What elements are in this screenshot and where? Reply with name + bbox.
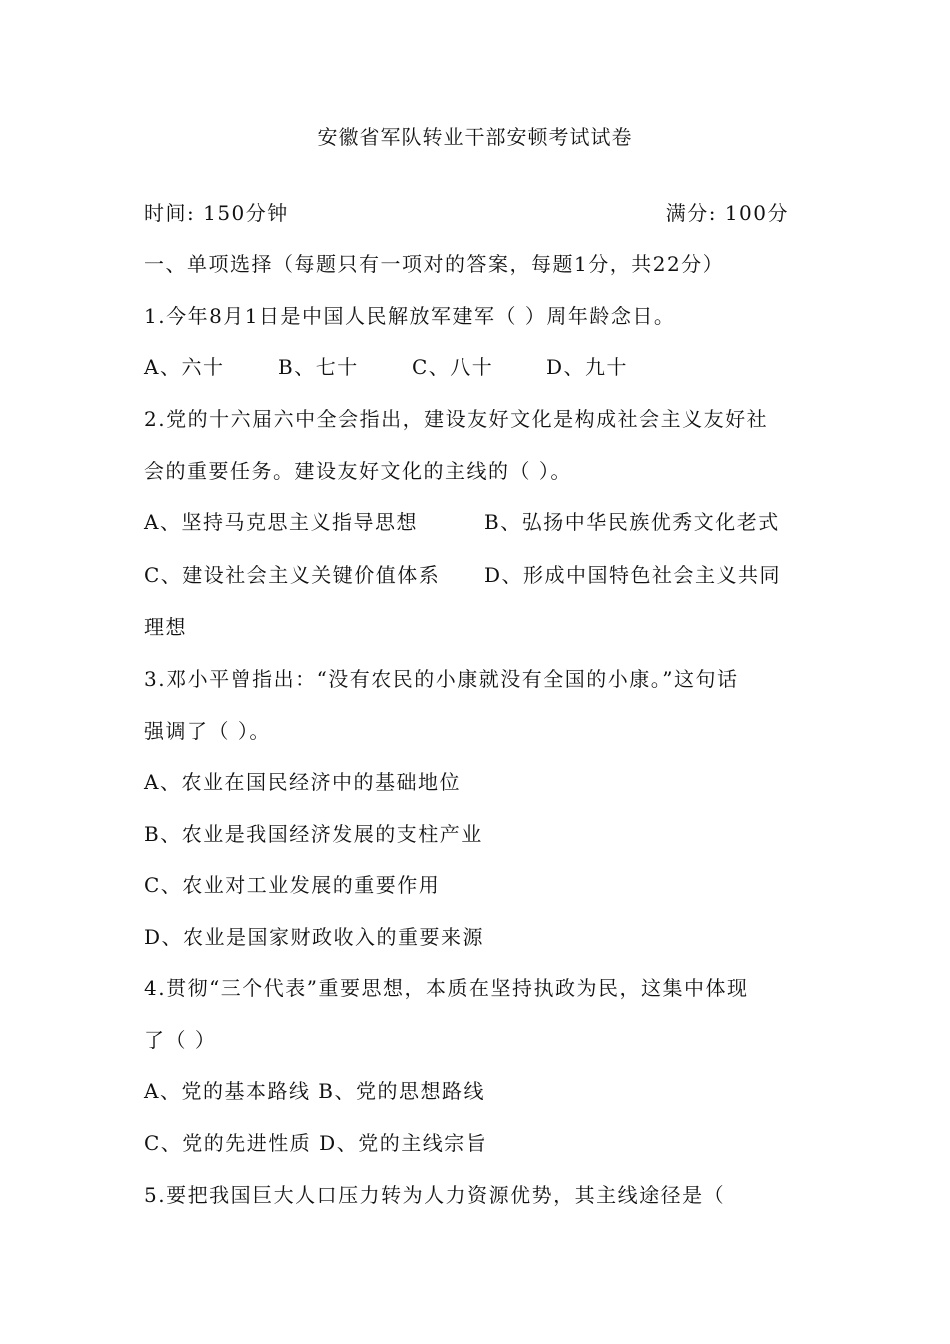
question-3-line-1: 3.邓小平曾指出：“没有农民的小康就没有全国的小康。”这句话 xyxy=(144,667,739,691)
question-1-text: 1.今年8月1日是中国人民解放军建军（ ）周年龄念日。 xyxy=(144,304,676,328)
option-a: A、六十 xyxy=(144,355,225,379)
question-4-options-row-2: C、党的先进性质 D、党的主线宗旨 xyxy=(144,1131,488,1155)
option-d: D、九十 xyxy=(546,355,629,379)
exam-meta xyxy=(144,200,809,226)
option-c: C、八十 xyxy=(412,355,494,379)
exam-time: 时间: 150分钟 xyxy=(144,201,289,225)
question-3-line-2: 强调了（ ）。 xyxy=(144,719,271,743)
question-3-option-a: A、农业在国民经济中的基础地位 xyxy=(144,770,461,794)
question-5-line-1: 5.要把我国巨大人口压力转为人力资源优势，其主线途径是（ xyxy=(144,1183,726,1207)
question-2-options-row-2 xyxy=(144,562,809,588)
option-b: B、七十 xyxy=(278,355,359,379)
section-heading: 一、单项选择（每题只有一项对的答案，每题1分，共22分） xyxy=(144,252,725,276)
option-d: D、形成中国特色社会主义共同 xyxy=(484,563,782,587)
question-4-options-row-1: A、党的基本路线 B、党的思想路线 xyxy=(144,1079,485,1103)
exam-score: 满分: 100分 xyxy=(665,201,789,225)
question-4-line-2: 了（ ） xyxy=(144,1028,217,1052)
option-b: B、弘扬中华民族优秀文化老式 xyxy=(484,510,780,534)
option-a: A、坚持马克思主义指导思想 xyxy=(144,510,418,534)
question-1-options xyxy=(144,354,809,380)
question-2-options-row-1 xyxy=(144,509,809,535)
question-2-line-1: 2.党的十六届六中全会指出，建设友好文化是构成社会主义友好社 xyxy=(144,407,769,431)
page-title: 安徽省军队转业干部安顿考试试卷 xyxy=(317,125,633,149)
option-c: C、建设社会主义关键价值体系 xyxy=(144,563,441,587)
option-d-continuation: 理想 xyxy=(144,615,187,639)
question-3-option-d: D、农业是国家财政收入的重要来源 xyxy=(144,925,485,949)
question-3-option-c: C、农业对工业发展的重要作用 xyxy=(144,873,441,897)
question-2-line-2: 会的重要任务。建设友好文化的主线的（ ）。 xyxy=(144,459,572,483)
question-4-line-1: 4.贯彻“三个代表”重要思想，本质在坚持执政为民，这集中体现 xyxy=(144,976,749,1000)
question-3-option-b: B、农业是我国经济发展的支柱产业 xyxy=(144,822,483,846)
